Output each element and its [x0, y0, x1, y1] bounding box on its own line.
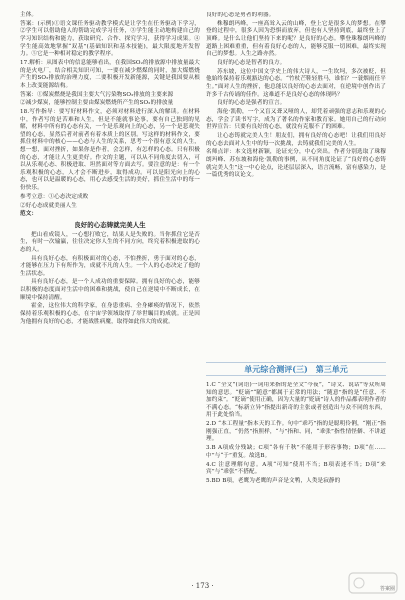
essay-body: [20, 232, 200, 327]
paragraph: 答案：①煤炭燃烧是我国主要大气污染物SO₂排放的主要来源: [20, 91, 174, 98]
paragraph: 良好的心态是勇者的利器。: [206, 12, 275, 18]
paragraph: 主体。: [20, 12, 38, 18]
right-column-bottom: [206, 382, 386, 572]
essay-paragraph: 具有良好心态，是一个人成功的重要保障。拥有良好的心态，能够以积极的态度面对生活中的困难和挑战，使自己在逆境中不断成长，在顺境中保持清醒。: [20, 279, 200, 301]
paragraph: 苏东坡，这位中国文学史上的伟大诗人，一生坎坷，多次被贬，但他始终保持着乐观豁达的心态。“竹杖芒鞋轻胜马，谁怕？一蓑烟雨任平生。”面对人生的挫折，他总能以良好的心态去面对，在逆境中创作出了许多千古传诵的佳作。这难道不是良好心态的体现吗？: [206, 68, 386, 98]
paragraph: 17.解析：从图表中的信息能够看出，在我国SO₂的排放源中排放量最大的是火电厂，结合相关知识可知，一要在减少燃煤的同时，加大煤燃烧产生的SO₂排放的治理力度，二要积极开发新能源，关键是我国要从根本上改变能源结构。: [20, 59, 200, 89]
section-heading-right: 第三单元: [315, 363, 348, 374]
essay-paragraph: 具有良好心态，有积极面对的心态，不怕挫折，勇于面对的心态，才能够在压力下有所作为，成就不凡的人生。一个人的心态决定了他的生活状态。: [20, 255, 200, 277]
paragraph: 海伦·凯勒，一个又盲又聋又哑的人，却凭着顽强的意志和乐观的心态，学会了读书写字，成为了著名的作家和教育家。她用自己的行动向世界宣告：只要有良好的心态，就没有克服不了的困难。: [206, 109, 386, 131]
left-column: [20, 12, 200, 327]
paragraph: 株穆朗玛峰，一座高耸入云的山峰，登上它是很多人的梦想。在攀登的过程中，很多人因为恐惧而放弃，但也有人坚持到底，最终登上了顶峰。是什么让他们坚持下来的呢？是良好的心态。攀登珠穆朗玛峰的道路上困难重重，但有着良好心态的人，能够克服一切困难，最终实现自己的梦想。人生之路亦然。: [206, 20, 386, 58]
essay-title: 良好的心态铸就完美人生: [74, 220, 146, 229]
left-paragraphs: [20, 12, 200, 219]
watermark-logo: [347, 570, 399, 596]
paragraph: 让心态铸就完美人生！朋友们，拥有良好的心态吧！让我们用良好的心态去面对人生中的每一次挑战，去铸就我们完美的人生。: [206, 133, 386, 147]
page-number: · 173 ·: [191, 582, 214, 590]
paragraph: 范文：: [20, 211, 38, 218]
paragraph: 2.D “本工程量”指本天的工作。句中“乖巧”指的是聪明伶俐，“刚正”指刚强正直，“仍然”指照样，“与”指和、同，“乖张”指性情怪僻、不讲道理。: [206, 421, 386, 443]
watermark-text: 答案圈: [379, 586, 395, 592]
paragraph: 参考立意：①心态决定成败: [20, 193, 89, 200]
essay-paragraph: 霍金，这位伟大的科学家，在身患重病、全身瘫痪的情况下，依然保持着乐观积极的心态，在宇宙学领域取得了举世瞩目的成就。正是因为他拥有良好的心态，才能战胜病魔，取得如此伟大的成就。: [20, 303, 200, 325]
section-heading: [206, 362, 386, 376]
right-top-paragraphs: [206, 12, 386, 180]
paragraph: 1.C “全文”(词语)一词用来指的是全文“今夜”，“诗文、说话”等众所周知的意思。“贬谪”“随意”都属于正常的用法；“随意”指的是“任意、不加约束”。“贬谪”使用正确，因为大量的“贬谪”诗人的作品都表明作者的不满心态。“标新立异”指提出新奇的主张或者创造出与众不同的东西，用于此处恰当。: [206, 382, 386, 419]
paragraph: 答案：(示例)①语文课任务驱动教学模式是让学生在任务驱动下学习，②学生可以借助他人的帮助完成学习任务，③学生能主动地构建自己的学习知识结构和能力，获取研究、合作、探究学习，获得学习成果。④学生能高效地掌握“双基”(基础知识和基本技能)，最大限度地开发智力。⑤它是一种相对稳定的教学程序。: [20, 20, 200, 58]
paragraph: 3.B A项成分残缺；C项“各有千秋”不能用于形容事物；D项“在……中”与“于”重复。故选B。: [206, 445, 386, 459]
paragraph: 5.BD B项，老鹰为老鹰的声音是文鸭，人类是寂静的: [206, 477, 341, 484]
paragraph: 名师点评：本文选材新颖，论证充分，中心突出。作者分别选取了珠穆朗玛峰、苏东坡和海伦·凯勒的事例，从不同角度论证了“良好的心态铸就完美人生”这一中心论点，论述层层深入，语言流畅，富有感染力，是一篇优秀的议论文。: [206, 149, 386, 179]
section-heading-left: 单元综合测评(三): [244, 363, 308, 374]
paragraph: ②好心态成就美丽人生: [20, 202, 77, 209]
paragraph: 4.C 注意理解句意。A项“可知”使用不当；B项表述不当；D项“来宾”与“乖张”不搭配。: [206, 461, 386, 476]
paragraph: ②减少煤炭，能够控制主要由煤炭燃烧所产生的SO₂的排放量: [20, 100, 174, 107]
paragraph: 18.写作指导：要写好材料作文，必须对材料进行深入的解读。在材料中，作者写的是苦难和人生，但是不能就事论事，要有自己独到的见解，材料中所有的心态有关，一个是乐观向上的心态，另一个是悲观失望的心态，显然后者对前者有着本质上的区别。写这样的材料作文，要抓住材料中的核心——心态与人生的关系，思考一个很有意义的人生，想一想，面对挫折，如果你是作者，会怎样，有怎样的心态。只有积极的心态，才能让人生更美好。作文的主题，可以从不同角度去切入，可以从乐观心态、积极进取、坦然面对等方面去写。要注意的是：有一个乐观积极的心态，人才会不断进步，取得成功。可以是阳光向上的心态，也可以是温暖的心态，用心去感受生活的美好，抓住生活中的每一份快乐。: [20, 109, 200, 191]
paragraph: 良好的心态是强者的宣言。: [217, 100, 286, 107]
paragraph: 良好的心态是智者的良方。: [217, 59, 286, 66]
right-bottom-paragraphs: [206, 382, 386, 485]
right-column: [206, 12, 386, 360]
essay-paragraph: 把山看成镜人，一心想打败它，结果人是失败的。当你抓住它是否生，有时一次输赢，往往决定你人生的不同方向，终究着积极进取的心态的人。: [20, 231, 200, 253]
